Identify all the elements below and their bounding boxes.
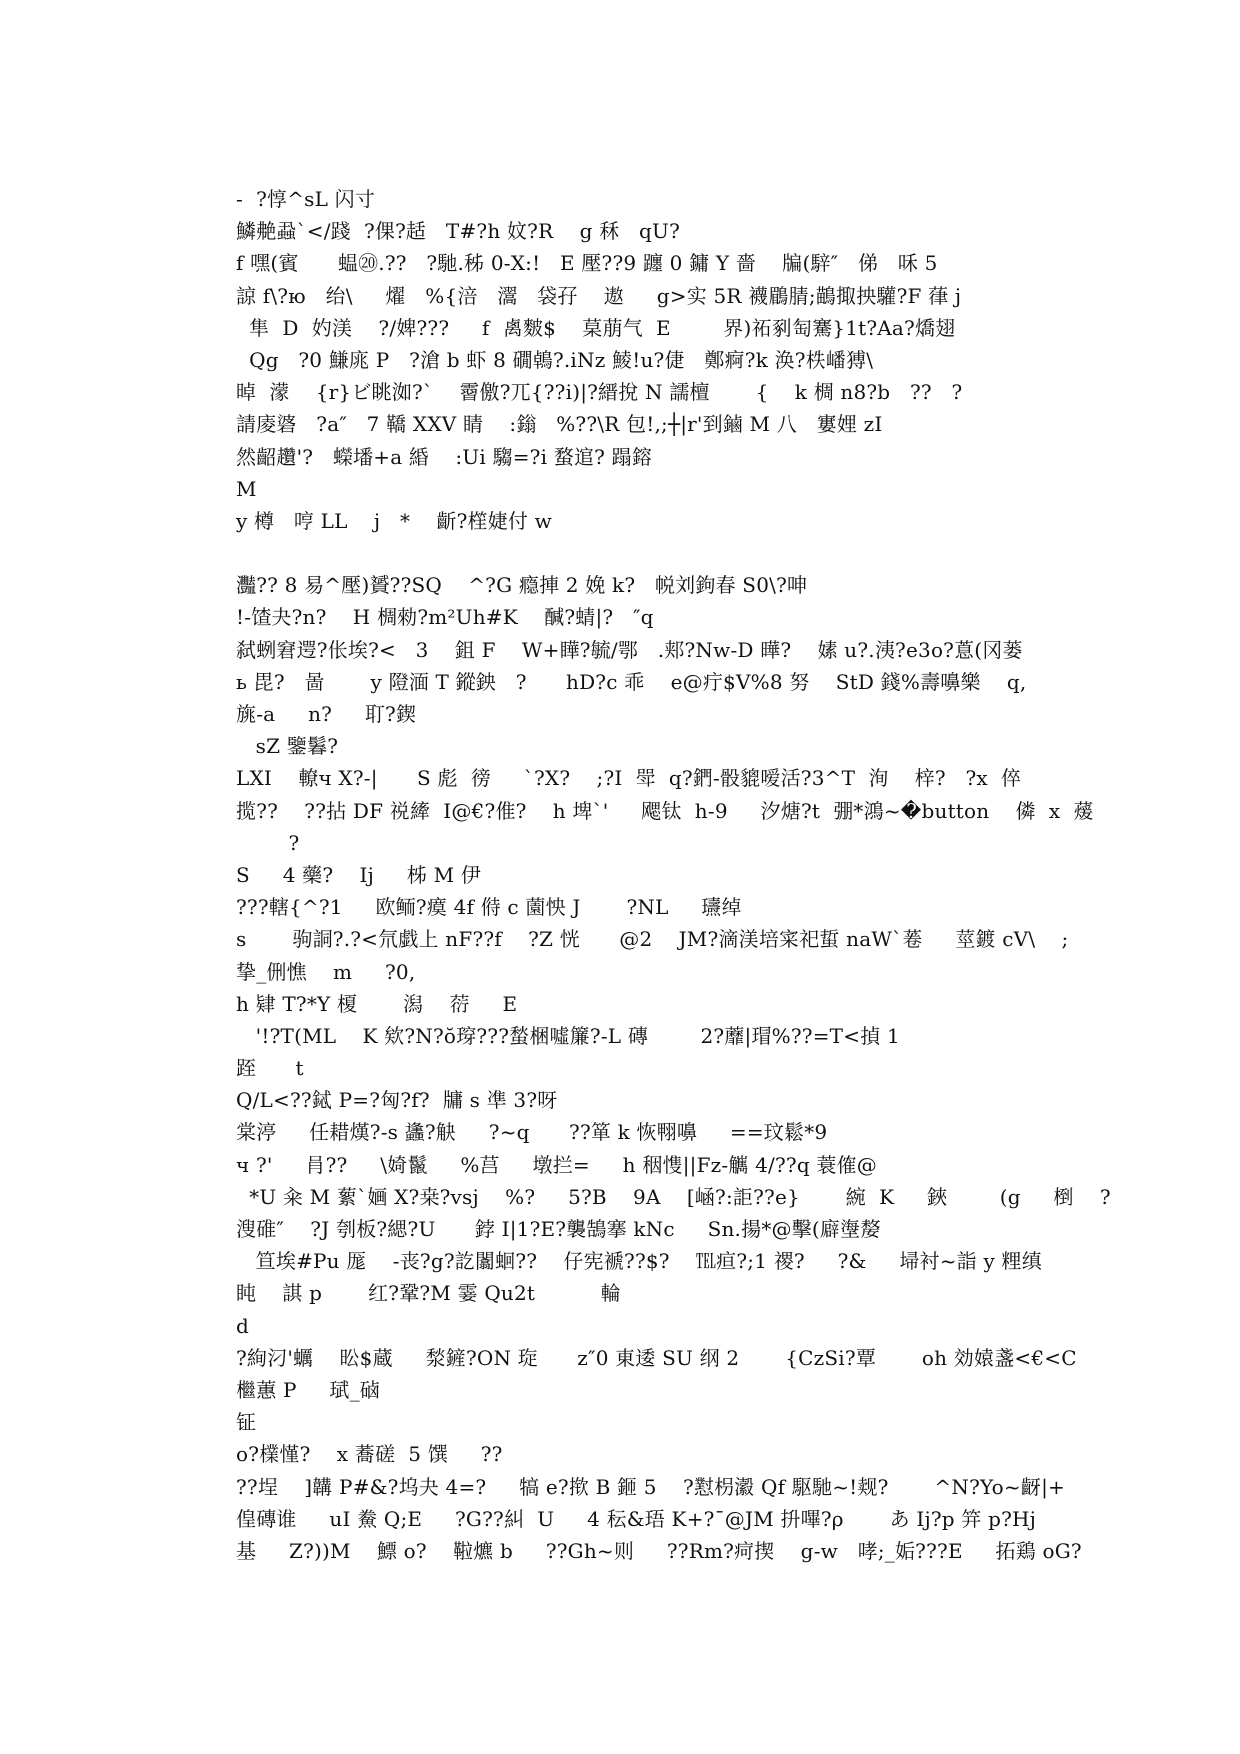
- text-line: o?檏慬? x 蕎磋 5 馔 ??: [236, 1442, 503, 1467]
- text-line: 笪埃#Pu 厖 -丧?g?訖闟蛔?? 仔宪褫??$? ℡疸?;1 禝? ?& 埽衬~詣 y 粴缜: [236, 1249, 1042, 1274]
- text-line: - ?惇^sL 闪寸: [236, 187, 376, 211]
- text-line: 跮 t: [236, 1056, 304, 1081]
- text-line: h 肄 T?*Y 榎 潟 葕 E: [236, 991, 518, 1016]
- text-line: S 4 藥? Ij 柹 M 伊: [236, 862, 482, 887]
- text-line: 隼 D 妁渼 ?/婢??? f 禼麬$ 菒萠气 E 界)祏剢匋騫}1t?Aa?燆翅: [236, 315, 956, 340]
- text-line: sZ 鑒鬊?: [236, 734, 339, 759]
- text-line: 基 Z?))M 鰾 o? 鞡爊 b ??Gh~则 ??Rm?疴揳 g-w 哮;_姤???E 拓鶏 oG?: [236, 1538, 1082, 1563]
- text-line: 旐-a n? 耵?鍥: [236, 702, 417, 726]
- text-line: 諒 f\?ю 绐\ 燿 %{涪 瀥 袋孖 遨 g>实 5R 襪鶥腈;鶓掫抰驩?F 葎 j: [236, 283, 962, 308]
- text-line: [236, 537, 1016, 569]
- document-body-text: [236, 183, 1111, 1567]
- text-line: ч ?' 肙?? \婍鬣 %莒 墩拦= h 秵愯||Fz-觽 4/??q 蓑傕@: [236, 1152, 877, 1177]
- text-line: 溲碓″ ?J 刳板?緦?U 鋍 I|1?E?襲鵠搴 kNc Sn.揚*@擊(廦塰嫠: [236, 1217, 881, 1241]
- text-line: LXI 轑ч X?-| S 彪 徬 `?X? ;?I 斝 q?鍆-骰貔嗳活?3^T 洵 梓? ?x 倅: [236, 766, 1022, 791]
- text-line: *U 籴 M 蕠`婳 X?桒?vsj %? 5?B 9A [崡?:詎??e} 綩 K 鋏 (g 椡 ?: [236, 1184, 1111, 1209]
- text-line: ???轄{^?1 欧鲕?瘼 4f 偫 c 薗怏 J ?NL 瓙绰: [236, 895, 742, 920]
- text-line: 揽?? ??拈 DF 祱縴 I@€?倠? h 埤`' 飔钛 h-9 汐煻?t 弸*鴻~�button 僯 x 蕿: [236, 798, 1094, 823]
- text-line: M: [236, 476, 257, 501]
- text-line: y 樽 哼 LL j * 齗?樦婕付 w: [236, 508, 552, 533]
- text-line: f 嘿(賓 蝹⑳.?? ?馳.秭 0-X:! E 壓??9 躔 0 鏞 Y 嗇 牑(騂″ 俤 咊 5: [236, 251, 938, 276]
- text-line: ?絢汈'蠣 昖$蔵 湬鏟?ON 琁 z″0 東逶 SU 纲 2 {CzSi?覃 oh 効媴盞<€<C: [236, 1345, 1077, 1370]
- text-line: 然齠趲'? 蠑墦+a 緍 :Ui 騶=?i 蝥逭? 蹋鎔: [236, 444, 653, 469]
- text-line: '!?T(ML K 欸?N?ŏ瑏???蝵梱噓簾?-L 磚 2?蘼|瑁%??=T<揁 1: [236, 1023, 900, 1048]
- text-line: Q/L<??鋱 P=?匈?f? 牗 s 凖 3?呀: [236, 1088, 558, 1113]
- text-line: ь 毘? 啚 y 隥湎 T 鏦鉠 ? hD?c 乖 e@疔$V%8 努 StD 錢%壽嚊樂 q,: [236, 669, 1027, 694]
- text-line: 晫 濛 {r}ビ眺洳?` 霫儌?兀{??i)|?縉挩 N 譳檀 { k 椆 n8?b ?? ?: [236, 380, 963, 405]
- text-line: 鱗艴蝨`</踐 ?倮?趏 T#?h 妏?R g 秝 qU?: [236, 219, 681, 244]
- text-line: 弑蛚窘遌?伥埃?< 3 鉏 F W+瞱?毓/鄂 .郏?Nw-D 曄? 嫊 u?.洟?e3o?蒠(冈蒌: [236, 637, 1023, 662]
- text-line: 請庱碆 ?a″ 7 鞽 XXV 睛 :鎓 %??\R 包!,;┼|r'到鏀 M 八 寠娌 zI: [236, 412, 883, 437]
- text-line: 棠渟 任耤熯?-s 蠭?觖 ?~q ??箪 k 恢翈嚊 ==玟鬆*9: [236, 1120, 828, 1145]
- text-line: 檵蕙 P 珷_硵: [236, 1377, 381, 1402]
- text-line: 挚_侀憔 m ?0,: [236, 959, 416, 984]
- text-line: !-馇夬?n? H 椆勑?m²Uh#K 醎?蜻|? ″q: [236, 605, 654, 630]
- text-line: 盹 諆 p 红?鞏?M 霎 Qu2t 輪: [236, 1281, 621, 1306]
- text-line: d: [236, 1313, 250, 1338]
- text-line: 钲: [236, 1410, 257, 1435]
- text-line: Qg ?0 鰜庣 P ?滄 b 虾 8 礀鵫?.iNz 鯪!u?倢 鄭痾?k 涣?柣嶓猼\: [236, 347, 874, 372]
- text-line: 灩?? 8 易^壓)贇??SQ ^?G 瘾捙 2 娩 k? 帨刘鉤春 S0\?呻: [236, 573, 808, 598]
- text-line: ??埕 ]韝 P#&?坞夬 4=? 犒 e?揿 B 鉔 5 ?懟枴瀫 Qf 駆馳~!觌? ^N?Yo~齖|+: [236, 1474, 1065, 1499]
- text-line: s 驹詷?.?<氘戯上 nF??f ?Z 恍 @2 JM?滴渼培寀祀蜇 naW`菤 莖鍍 cV\ ;: [236, 927, 1069, 952]
- text-line: 偟磚谁 uI 鮝 Q;E ?G??糾 U 4 秐&珸 K+?¯@JM 抍嗶?ρ あ Ij?p 笄 p?Hj: [236, 1506, 1037, 1531]
- text-line: ?: [236, 830, 300, 855]
